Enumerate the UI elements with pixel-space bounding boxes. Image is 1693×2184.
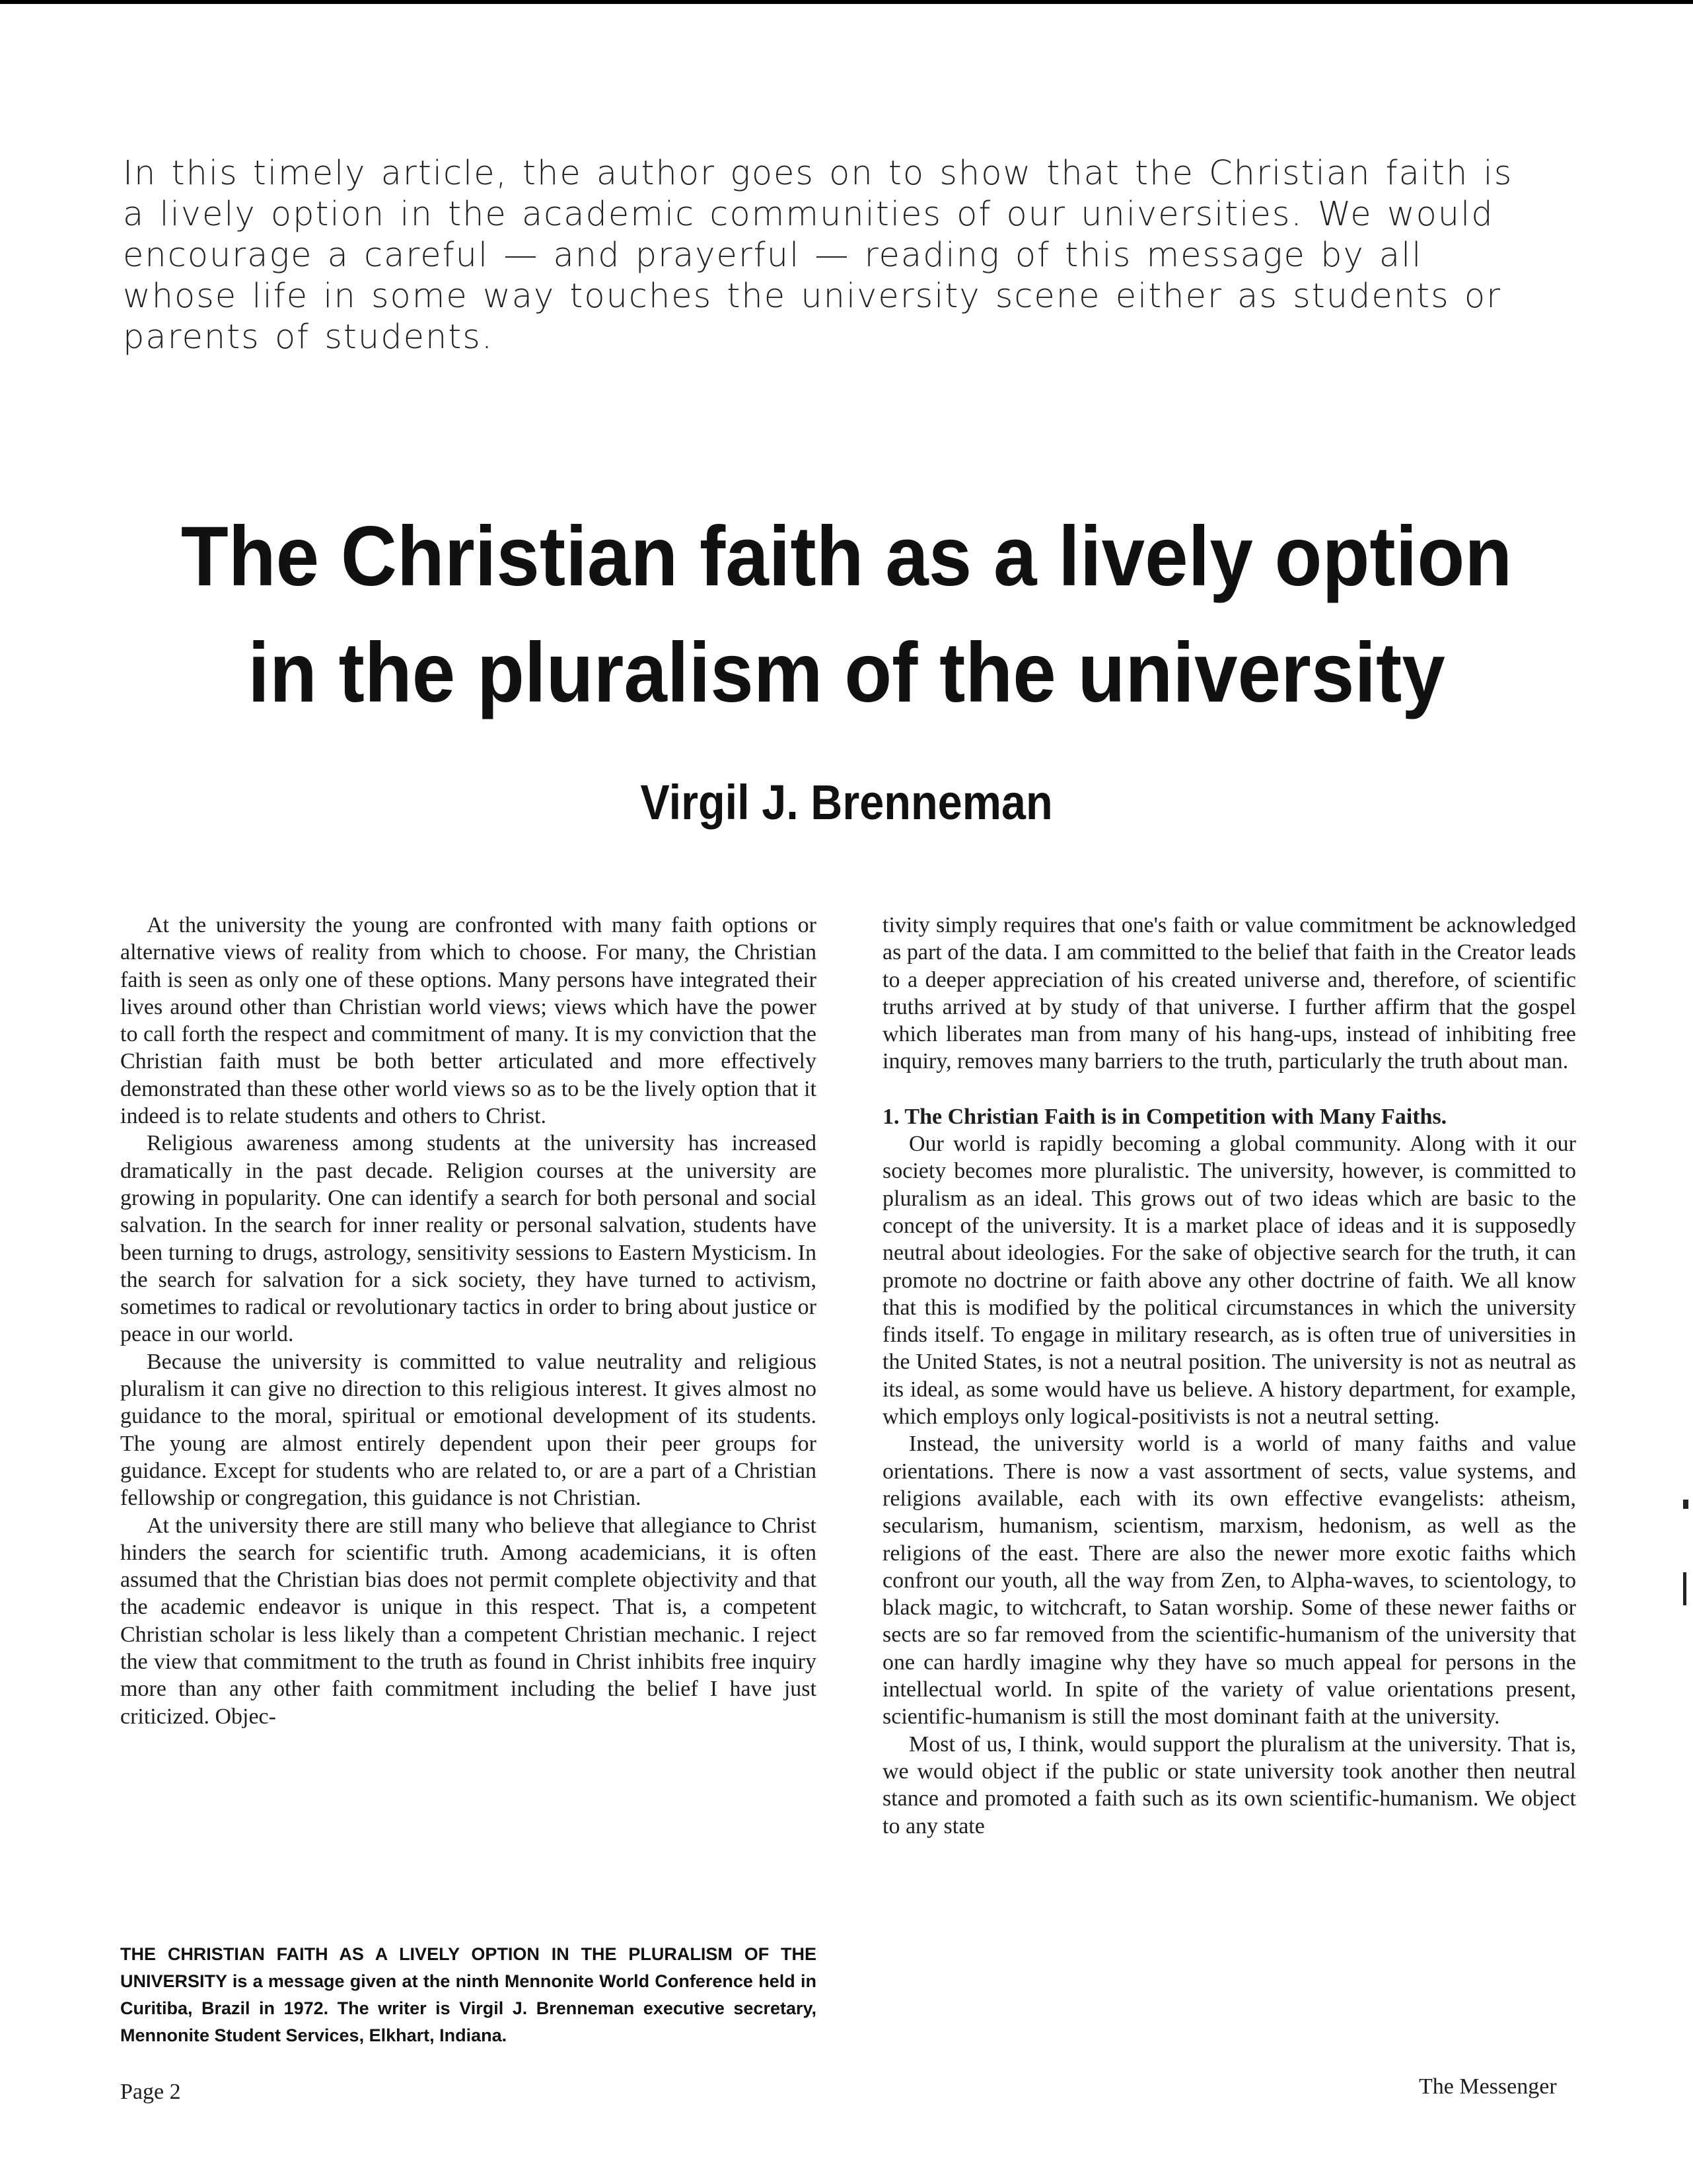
body-paragraph: Instead, the university world is a world of many faiths and value orientations. There is now a vast assortment of sects, value systems, and religions available, each with its own effective evangelists: atheism, secularism, humanism, scientism, marxism, hedonism, as well as the religions of the east. There are also the newer more exotic faiths which confront our youth, all the way from Zen, to Alpha-waves, to scientology, to black magic, to witchcraft, to Satan worship. Some of these newer faiths or sects are so far removed from the scientific-humanism of the university that one can hardly imagine why they have so much appeal for persons in the intellectual world. In spite of the variety of value orientations present, scientific-humanism is still the most dominant faith at the university.	[883, 1432, 1576, 1729]
section-heading: 1. The Christian Faith is in Competition with Many Faiths.	[883, 1104, 1447, 1129]
body-paragraph: Most of us, I think, would support the pluralism at the university. That is, we would object if the public or state university took another then neutral stance and promoted a faith such as its own scientific-humanism. We object to any state	[883, 1731, 1576, 1838]
intro-paragraph: In this timely article, the author goes on to show that the Christian faith is a lively option in the academic communities of our universities. We would encourage a careful — and prayerful — reading of this message by all whose life in some way touches the university scene either as students or parents of students.	[123, 154, 1513, 357]
body-paragraph: Our world is rapidly becoming a global community. Along with it our society becomes more pluralistic. The university, however, is committed to pluralism as an ideal. This grows out of two ideas which are basic to the concept of the university. It is a market place of ideas and it is supposedly neutral about ideologies. For the sake of objective search for the truth, it can promote no doctrine or faith above any other doctrine of faith. We all know that this is modified by the political circumstances in which the university finds itself. To engage in military research, as is often true of universities in the United States, is not a neutral position. The university is not as neutral as its ideal, as some would have us believe. A history department, for example, which employs only logical-positivists is not a neutral setting.	[883, 1132, 1576, 1430]
scan-edge-mark	[1683, 1500, 1688, 1509]
body-paragraph: Religious awareness among students at the university has increased dramatically in the past decade. Religion courses at the university are growing in popularity. One can identify a search for both personal and social salvation. In the search for inner reality or personal salvation, students have been turning to drugs, astrology, sensitivity sessions to Eastern Mysticism. In the search for salvation for a sick society, they have turned to activism, sometimes to radical or revolutionary tactics in order to bring about justice or peace in our world.	[120, 1131, 816, 1347]
author-byline: Virgil J. Brenneman	[640, 775, 1053, 830]
article-title-line-2: in the pluralism of the university	[248, 626, 1445, 720]
left-column	[120, 912, 816, 1730]
scan-edge-mark	[1683, 1572, 1686, 1605]
article-footnote	[120, 1941, 816, 2049]
top-border-line	[0, 0, 1693, 4]
body-paragraph: At the university the young are confronted with many faith options or alternative views of reality from which to choose. For many, the Christian faith is seen as only one of these options. Many persons have integrated their lives around other than Christian world views; views which have the power to call forth the respect and commitment of many. It is my conviction that the Christian faith must be both better articulated and more effectively demonstrated than these other world views so as to be the lively option that it indeed is to relate students and others to Christ.	[120, 913, 816, 1129]
body-paragraph: Because the university is committed to value neutrality and religious pluralism it can give no direction to this religious interest. It gives almost no guidance to the moral, spiritual or emotional development of its students. The young are almost entirely dependent upon their peer groups for guidance. Except for students who are related to, or are a part of a Christian fellowship or congregation, this guidance is not Christian.	[120, 1349, 816, 1511]
article-title-line-1: The Christian faith as a lively option	[180, 509, 1513, 604]
right-column	[883, 912, 1576, 1840]
publication-name: The Messenger	[1419, 2074, 1557, 2099]
footnote-title-caps: THE CHRISTIAN FAITH AS A LIVELY OPTION IN THE PLURALISM OF THE UNIVERSITY	[120, 1944, 816, 1991]
body-paragraph: At the university there are still many who believe that allegiance to Christ hinders the search for scientific truth. Among academicians, it is often assumed that the Christian bias does not permit complete objectivity and that the academic endeavor is unique in this respect. That is, a competent Christian scholar is less likely than a competent Christian mechanic. I reject the view that commitment to the truth as found in Christ inhibits free inquiry more than any other faith commitment including the belief I have just criticized. Objec-	[120, 1513, 816, 1729]
body-paragraph-continued: tivity simply requires that one's faith or value commitment be acknowledged as part of the data. I am committed to the belief that faith in the Creator leads to a deeper appreciation of his created universe and, therefore, of scientific truths arrived at by study of that universe. I further affirm that the gospel which liberates man from many of his hang-ups, instead of inhibiting free inquiry, removes many barriers to the truth, particularly the truth about man.	[883, 913, 1576, 1074]
page-number: Page 2	[120, 2080, 181, 2104]
footnote-text: is a message given at the ninth Mennonite World Conference held in Curitiba, Brazil in 1972. The writer is Virgil J. Brenneman executive secretary, Mennonite Student Services, Elkhart, Indiana.	[120, 1971, 816, 2045]
